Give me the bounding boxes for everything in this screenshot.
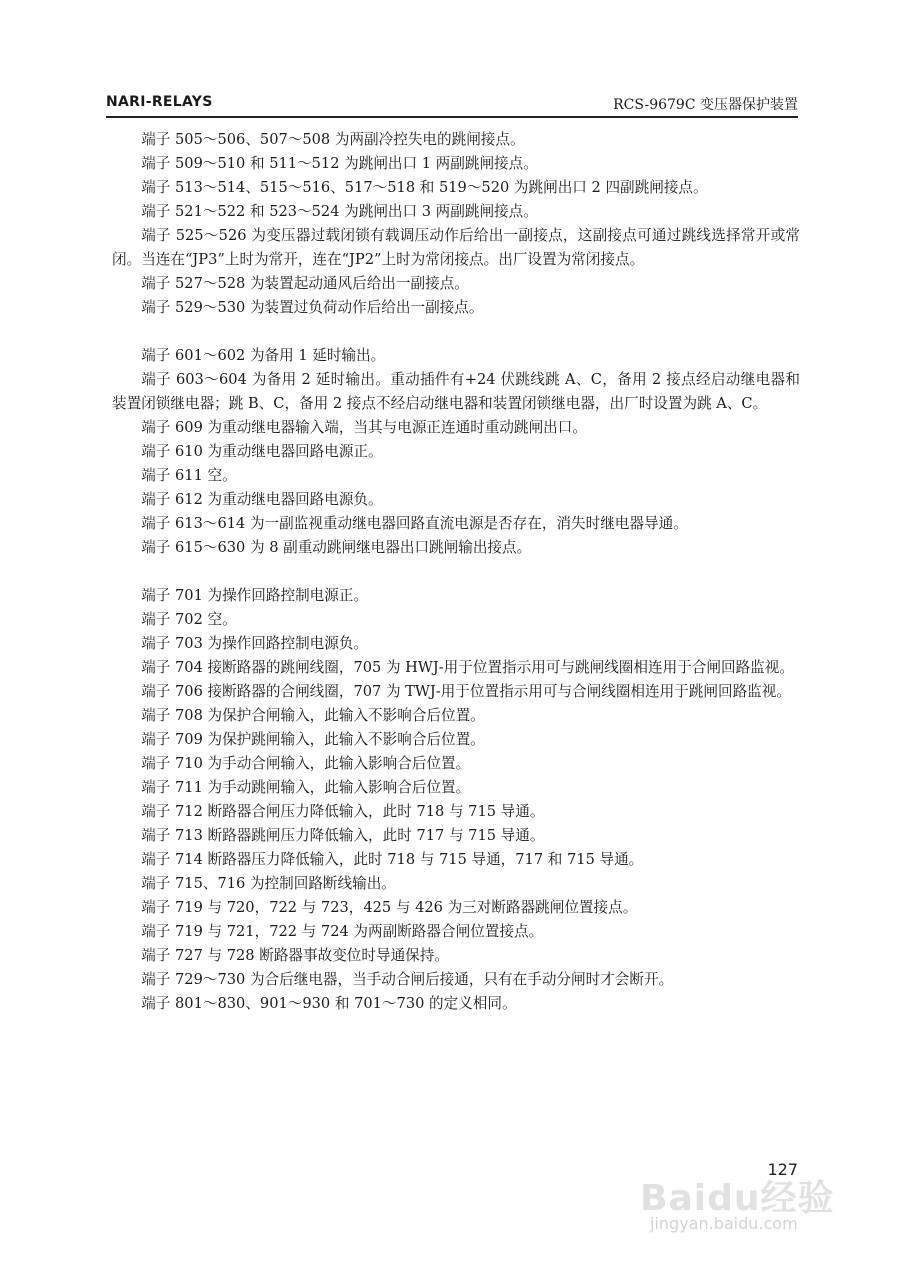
paragraph: 端子 703 为操作回路控制电源负。 bbox=[141, 635, 369, 652]
paragraph: 端子 713 断路器跳闸压力降低输入，此时 717 与 715 导通。 bbox=[141, 827, 545, 844]
paragraph: 端子 711 为手动跳闸输入，此输入影响合后位置。 bbox=[141, 779, 471, 796]
watermark bbox=[640, 1170, 850, 1250]
paragraph: 端子 801～830、901～930 和 701～730 的定义相同。 bbox=[141, 995, 517, 1012]
paragraph: 端子 714 断路器压力降低输入，此时 718 与 715 导通，717 和 715 导通。 bbox=[141, 851, 644, 868]
paragraph: 端子 706 接断路器的合闸线圈，707 为 TWJ-用于位置指示用可与合闸线圈相连用于跳闸回路监视。 bbox=[141, 683, 791, 700]
paragraph: 端子 702 空。 bbox=[141, 611, 237, 628]
paragraph: 端子 527～528 为装置起动通风后给出一副接点。 bbox=[141, 275, 469, 292]
paragraph: 端子 609 为重动继电器输入端，当其与电源正连通时重动跳闸出口。 bbox=[141, 419, 587, 436]
page-number: 127 bbox=[767, 1160, 798, 1179]
document-body bbox=[112, 128, 800, 1016]
section-gap bbox=[112, 320, 800, 344]
paragraph: 端子 712 断路器合闸压力降低输入，此时 718 与 715 导通。 bbox=[141, 803, 545, 820]
paragraph: 端子 719 与 720，722 与 723，425 与 426 为三对断路器跳闸位置接点。 bbox=[141, 899, 638, 916]
paragraph: 端子 615～630 为 8 副重动跳闸继电器出口跳闸输出接点。 bbox=[141, 539, 532, 556]
section-gap bbox=[112, 560, 800, 584]
paragraph: 端子 709 为保护跳闸输入，此输入不影响合后位置。 bbox=[141, 731, 485, 748]
paragraph: 端子 701 为操作回路控制电源正。 bbox=[141, 587, 369, 604]
paragraph: 端子 708 为保护合闸输入，此输入不影响合后位置。 bbox=[141, 707, 485, 724]
paragraph: 端子 612 为重动继电器回路电源负。 bbox=[141, 491, 383, 508]
paragraph: 端子 710 为手动合闸输入，此输入影响合后位置。 bbox=[141, 755, 471, 772]
paragraph: 端子 719 与 721，722 与 724 为两副断路器合闸位置接点。 bbox=[141, 923, 544, 940]
paragraph: 端子 715、716 为控制回路断线输出。 bbox=[141, 875, 396, 892]
document-title: RCS-9679C 变压器保护装置 bbox=[613, 97, 798, 113]
paragraph: 端子 521～522 和 523～524 为跳闸出口 3 两副跳闸接点。 bbox=[141, 203, 538, 220]
page-header bbox=[106, 94, 798, 118]
paragraph: 端子 505～506、507～508 为两副冷控失电的跳闸接点。 bbox=[141, 131, 525, 148]
paragraph: 端子 601～602 为备用 1 延时输出。 bbox=[141, 347, 386, 364]
paragraph: 端子 529～530 为装置过负荷动作后给出一副接点。 bbox=[141, 299, 484, 316]
paragraph: 端子 603～604 为备用 2 延时输出。重动插件有+24 伏跳线跳 A、C，备用 2 接点经启动继电器和装置闭锁继电器；跳 B、C，备用 2 接点不经启动继电器和装置闭锁继电器，出厂时设置为跳 A、C。 bbox=[112, 371, 800, 412]
paragraph: 端子 729～730 为合后继电器，当手动合闸后接通，只有在手动分闸时才会断开。 bbox=[141, 971, 674, 988]
watermark-url: jingyan.baidu.com bbox=[650, 1214, 798, 1233]
paragraph: 端子 610 为重动继电器回路电源正。 bbox=[141, 443, 383, 460]
brand-name: NARI-RELAYS bbox=[106, 94, 213, 110]
paragraph: 端子 611 空。 bbox=[141, 467, 237, 484]
paragraph: 端子 509～510 和 511～512 为跳闸出口 1 两副跳闸接点。 bbox=[141, 155, 538, 172]
watermark-logo: Baidu经验 bbox=[640, 1178, 835, 1219]
paragraph: 端子 704 接断路器的跳闸线圈，705 为 HWJ-用于位置指示用可与跳闸线圈相连用于合闸回路监视。 bbox=[141, 659, 794, 676]
paragraph: 端子 525～526 为变压器过载闭锁有载调压动作后给出一副接点，这副接点可通过跳线选择常开或常闭。当连在“JP3”上时为常开，连在“JP2”上时为常闭接点。出厂设置为常闭接点。 bbox=[112, 227, 800, 268]
paragraph: 端子 727 与 728 断路器事故变位时导通保持。 bbox=[141, 947, 449, 964]
paragraph: 端子 513～514、515～516、517～518 和 519～520 为跳闸出口 2 四副跳闸接点。 bbox=[141, 179, 708, 196]
paragraph: 端子 613～614 为一副监视重动继电器回路直流电源是否存在，消失时继电器导通。 bbox=[141, 515, 688, 532]
